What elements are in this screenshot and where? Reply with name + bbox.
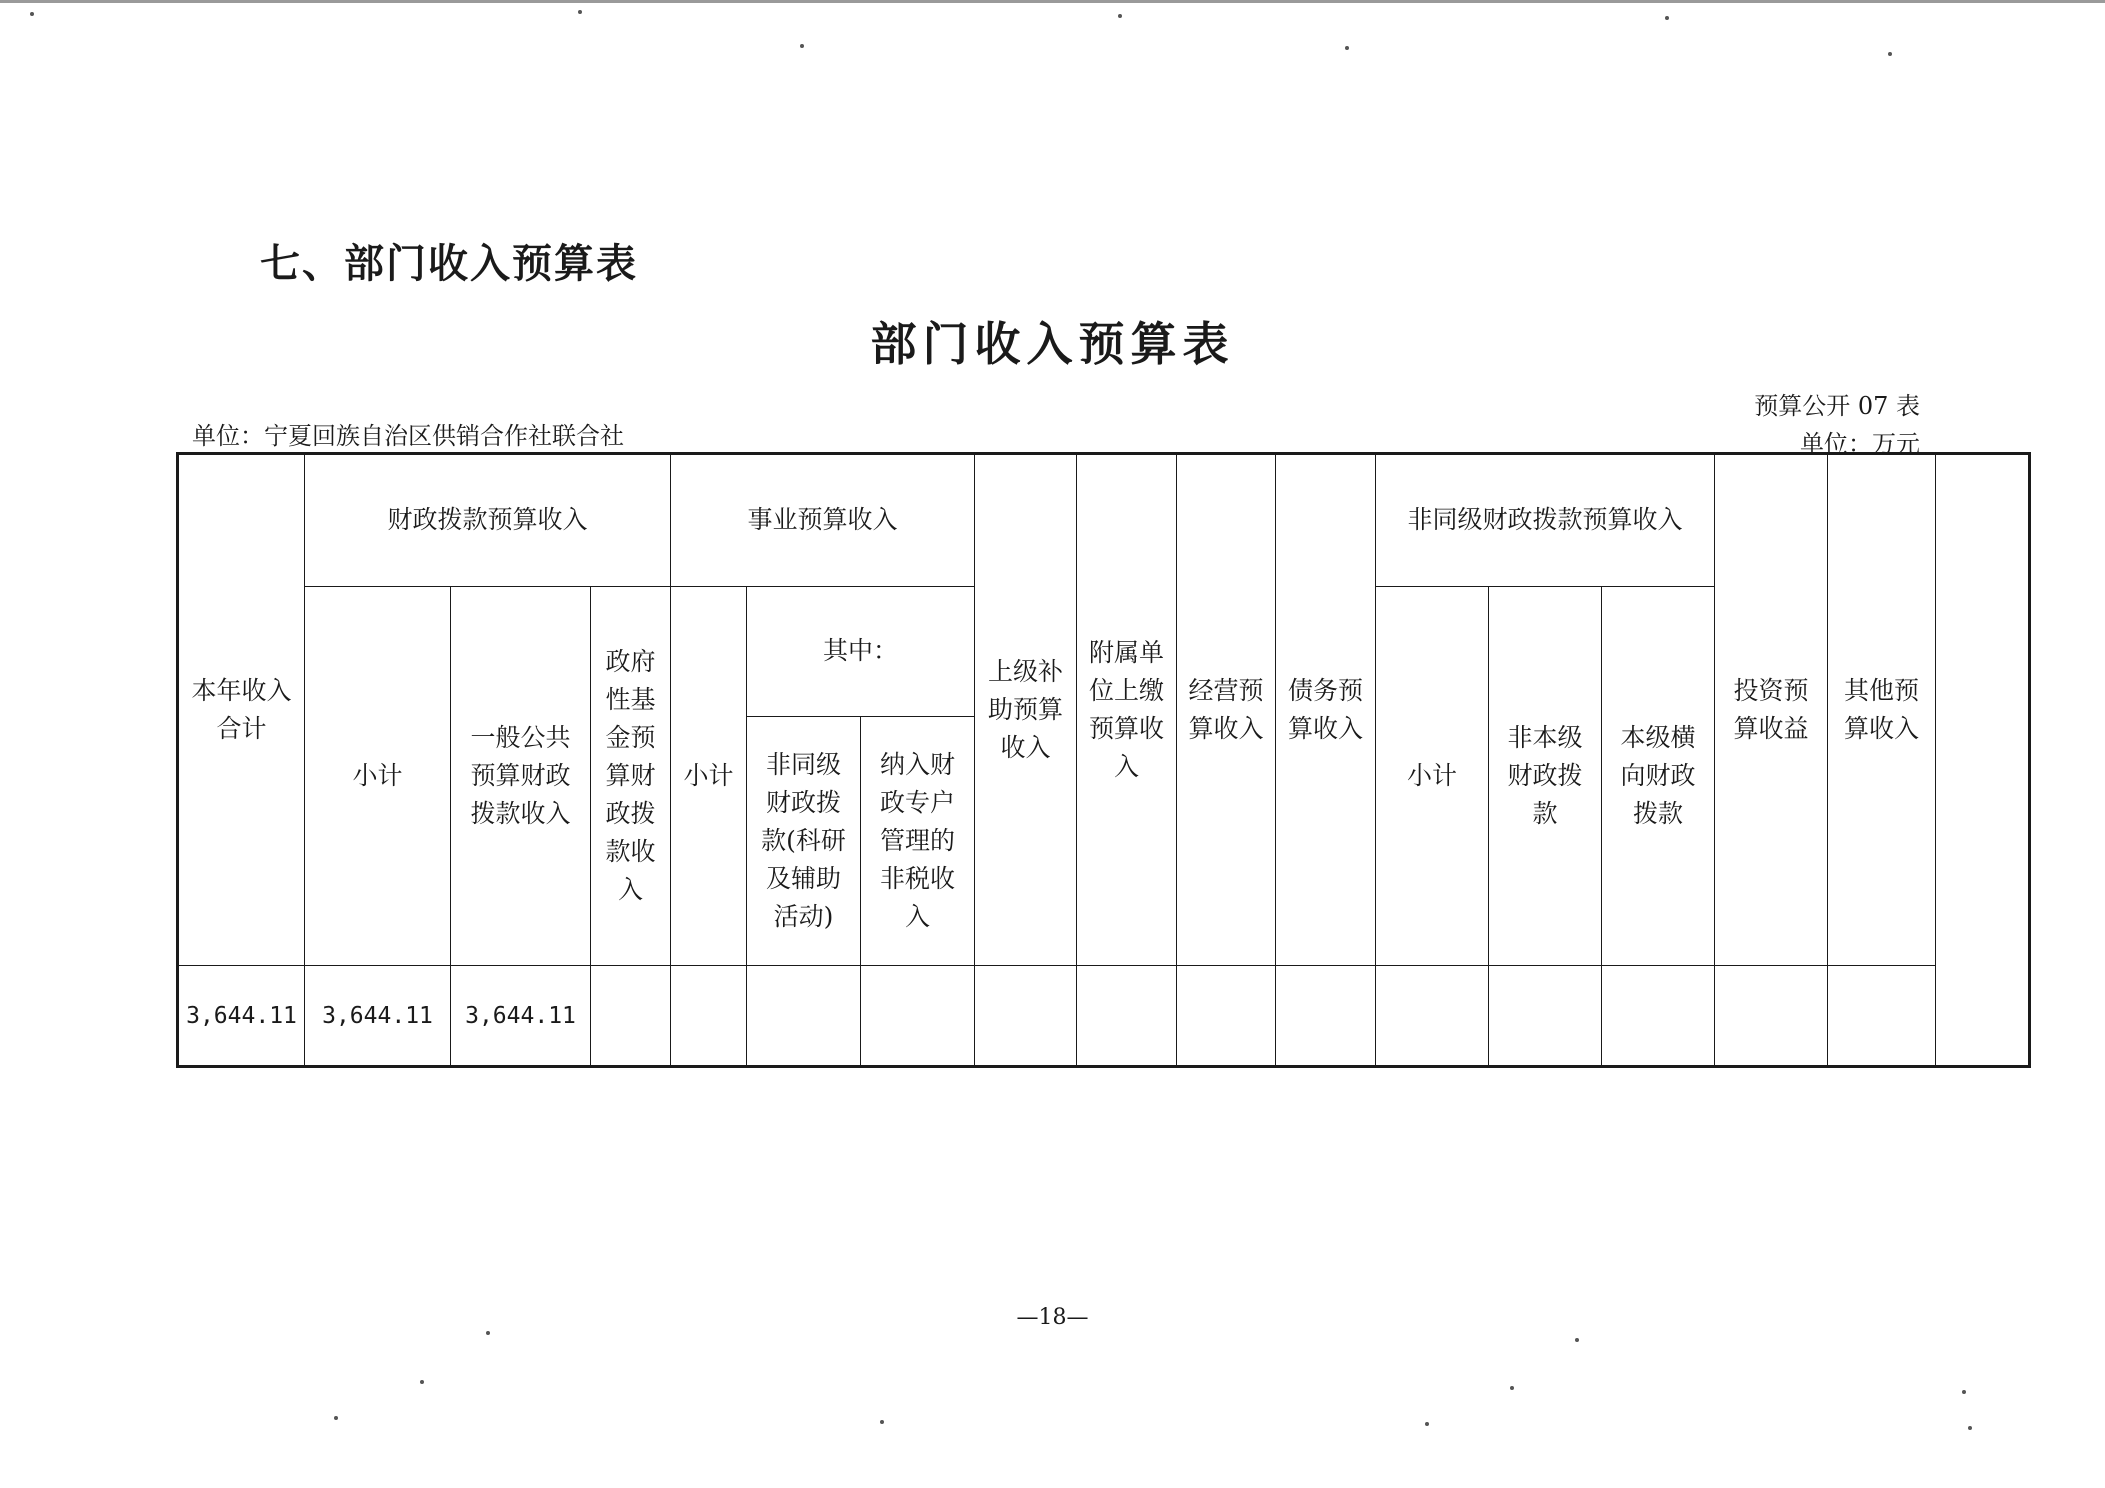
scan-speck — [800, 44, 804, 48]
header-total: 本年收入 合计 — [178, 454, 305, 966]
form-code: 预算公开 07 表 — [1754, 392, 1920, 420]
cell-non-this-level — [1489, 966, 1602, 1067]
scan-speck — [578, 10, 582, 14]
header-affiliated: 附属单 位上缴 预算收 入 — [1077, 454, 1177, 966]
table-title: 部门收入预算表 — [870, 317, 1235, 371]
scan-speck — [1665, 16, 1669, 20]
section-heading: 七、部门收入预算表 — [260, 241, 638, 287]
header-non-same-level: 非同级 财政拨 款(科研 及辅助 活动) — [747, 717, 861, 966]
cell-non-same-level — [747, 966, 861, 1067]
scan-speck — [30, 12, 34, 16]
header-business-group: 事业预算收入 — [671, 454, 975, 587]
cell-operating — [1177, 966, 1276, 1067]
scan-speck — [1345, 46, 1349, 50]
reporting-unit: 单位：宁夏回族自治区供销合作社联合社 — [192, 422, 624, 450]
header-business-subtotal: 小计 — [671, 586, 747, 966]
currency-unit: 单位：万元 — [1800, 430, 1920, 458]
header-other: 其他预 算收入 — [1828, 454, 1936, 966]
scan-speck — [1968, 1426, 1972, 1430]
budget-table — [176, 452, 2031, 1068]
cell-general-public: 3,644.11 — [451, 966, 591, 1067]
header-investment: 投资预 算收益 — [1715, 454, 1828, 966]
scan-speck — [880, 1420, 884, 1424]
scan-speck — [1118, 14, 1122, 18]
scan-speck — [1575, 1338, 1579, 1342]
header-non-this-level: 非本级 财政拨 款 — [1489, 586, 1602, 966]
cell-total: 3,644.11 — [178, 966, 305, 1067]
cell-special-account — [861, 966, 975, 1067]
scan-speck — [1962, 1390, 1966, 1394]
cell-other — [1828, 966, 1936, 1067]
cell-superior-subsidy — [975, 966, 1077, 1067]
scan-speck — [1425, 1422, 1429, 1426]
header-fiscal-group: 财政拨款预算收入 — [305, 454, 671, 587]
header-among: 其中： — [747, 586, 975, 717]
page-number: —18— — [1016, 1305, 1089, 1330]
cell-nonlevel-subtotal — [1376, 966, 1489, 1067]
scan-speck — [1510, 1386, 1514, 1390]
cell-gov-fund — [591, 966, 671, 1067]
cell-business-subtotal — [671, 966, 747, 1067]
header-debt: 债务预 算收入 — [1276, 454, 1376, 966]
header-nonlevel-subtotal: 小计 — [1376, 586, 1489, 966]
header-horizontal: 本级横 向财政 拨款 — [1602, 586, 1715, 966]
scan-top-edge — [0, 0, 2105, 3]
header-gov-fund: 政府 性基 金预 算财 政拨 款收 入 — [591, 586, 671, 966]
header-superior-subsidy: 上级补 助预算 收入 — [975, 454, 1077, 966]
cell-horizontal — [1602, 966, 1715, 1067]
header-nonlevel-group: 非同级财政拨款预算收入 — [1376, 454, 1715, 587]
scan-speck — [334, 1416, 338, 1420]
cell-debt — [1276, 966, 1376, 1067]
scan-speck — [1888, 52, 1892, 56]
header-operating: 经营预 算收入 — [1177, 454, 1276, 966]
scan-speck — [486, 1331, 490, 1335]
cell-fiscal-subtotal: 3,644.11 — [305, 966, 451, 1067]
cell-affiliated — [1077, 966, 1177, 1067]
header-general-public: 一般公共 预算财政 拨款收入 — [451, 586, 591, 966]
header-fiscal-subtotal: 小计 — [305, 586, 451, 966]
cell-investment — [1715, 966, 1828, 1067]
header-special-account: 纳入财 政专户 管理的 非税收 入 — [861, 717, 975, 966]
scan-speck — [420, 1380, 424, 1384]
